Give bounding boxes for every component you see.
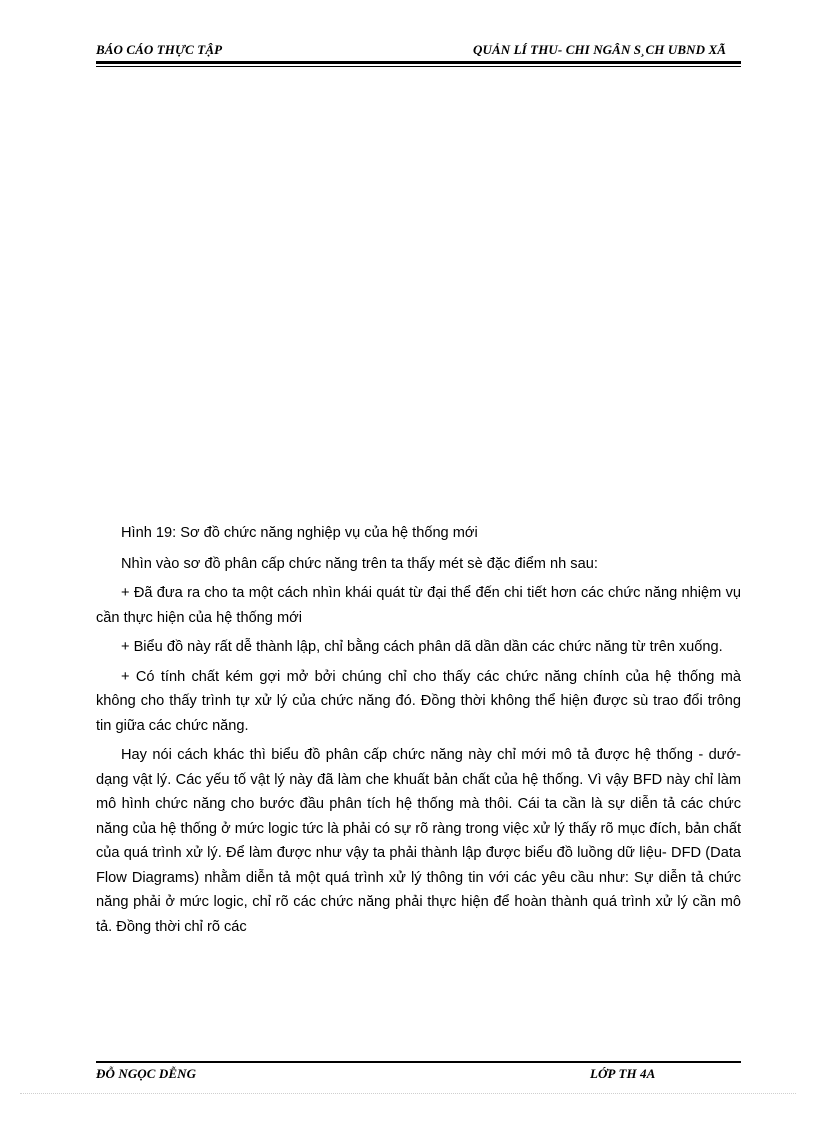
page-edge-dotted bbox=[20, 1093, 796, 1094]
page-footer bbox=[96, 1066, 741, 1088]
caption-number: 19 bbox=[155, 525, 173, 541]
paragraph-bullet-3: + Có tính chất kém gợi mở bởi chúng chỉ cho thấy các chức năng chính của hệ thống mà không cho thấy trình tự xử lý của chức năng đó. Đồng thời không thể hiện được sù trao đổi trông tin giữa các chức năng. bbox=[96, 668, 741, 734]
paragraph-bullet-2: + Biểu đồ này rất dễ thành lập, chỉ bằng cách phân dã dần dần các chức năng từ trên xuống. bbox=[121, 639, 723, 655]
footer-author: ĐỖ NGỌC DỄNG bbox=[96, 1066, 197, 1081]
header-rule-thick bbox=[96, 61, 741, 64]
paragraph-bullet-1: + Đã đưa ra cho ta một cách nhìn khái quát từ đại thể đến chi tiết hơn các chức năng nhiệm vụ cần thực hiện của hệ thống mới bbox=[96, 585, 741, 626]
caption-text: : Sơ đồ chức năng nghiệp vụ của hệ thống mới bbox=[172, 525, 478, 541]
figure-caption bbox=[96, 521, 741, 546]
footer-rule bbox=[96, 1061, 741, 1063]
caption-prefix: Hình bbox=[121, 525, 156, 541]
header-rule-thin bbox=[96, 66, 741, 67]
paragraph-conclusion: Hay nói cách khác thì biểu đồ phân cấp chức năng này chỉ mới mô tả được hệ thống - dướ dạng vật lý. Các yếu tố vật lý này đã làm che khuất bản chất của hệ thống. Vì vậy BFD này chỉ làm mô hình chức năng cho bước đầu phân tích hệ thống mà thôi. Cái ta cần là sự diễn tả các chức năng của hệ thống ở mức logic tức là phải có sự rõ ràng trong việc xử lý thấy rõ mục đích, bản chất của quá trình xử lý. Để làm được như vậy ta phải thành lập được biểu đồ luồng dữ liệu- DFD (Data Flow Diagrams) nhằm diễn tả một quá trình xử lý thông tin với các yêu cầu như: Sự diễn tả chức năng phải ở mức logic, chỉ rõ các chức năng phải thực hiện để hoàn thành quá trình xử lý cần mô tả. Đồng thời chỉ rõ các bbox=[96, 747, 741, 935]
header-report-title: BÁO CÁO THỰC TẬP bbox=[96, 42, 223, 57]
paragraph-intro: Nhìn vào sơ đồ phân cấp chức năng trên ta thấy mét sè đặc điểm nh sau: bbox=[121, 555, 598, 572]
figure-area bbox=[96, 80, 741, 510]
page-body bbox=[96, 521, 741, 944]
header-topic-title: QUẢN LÍ THU- CHI NGÂN S¸CH UBND XÃ bbox=[473, 42, 726, 57]
footer-class: LỚP TH 4A bbox=[590, 1066, 656, 1081]
